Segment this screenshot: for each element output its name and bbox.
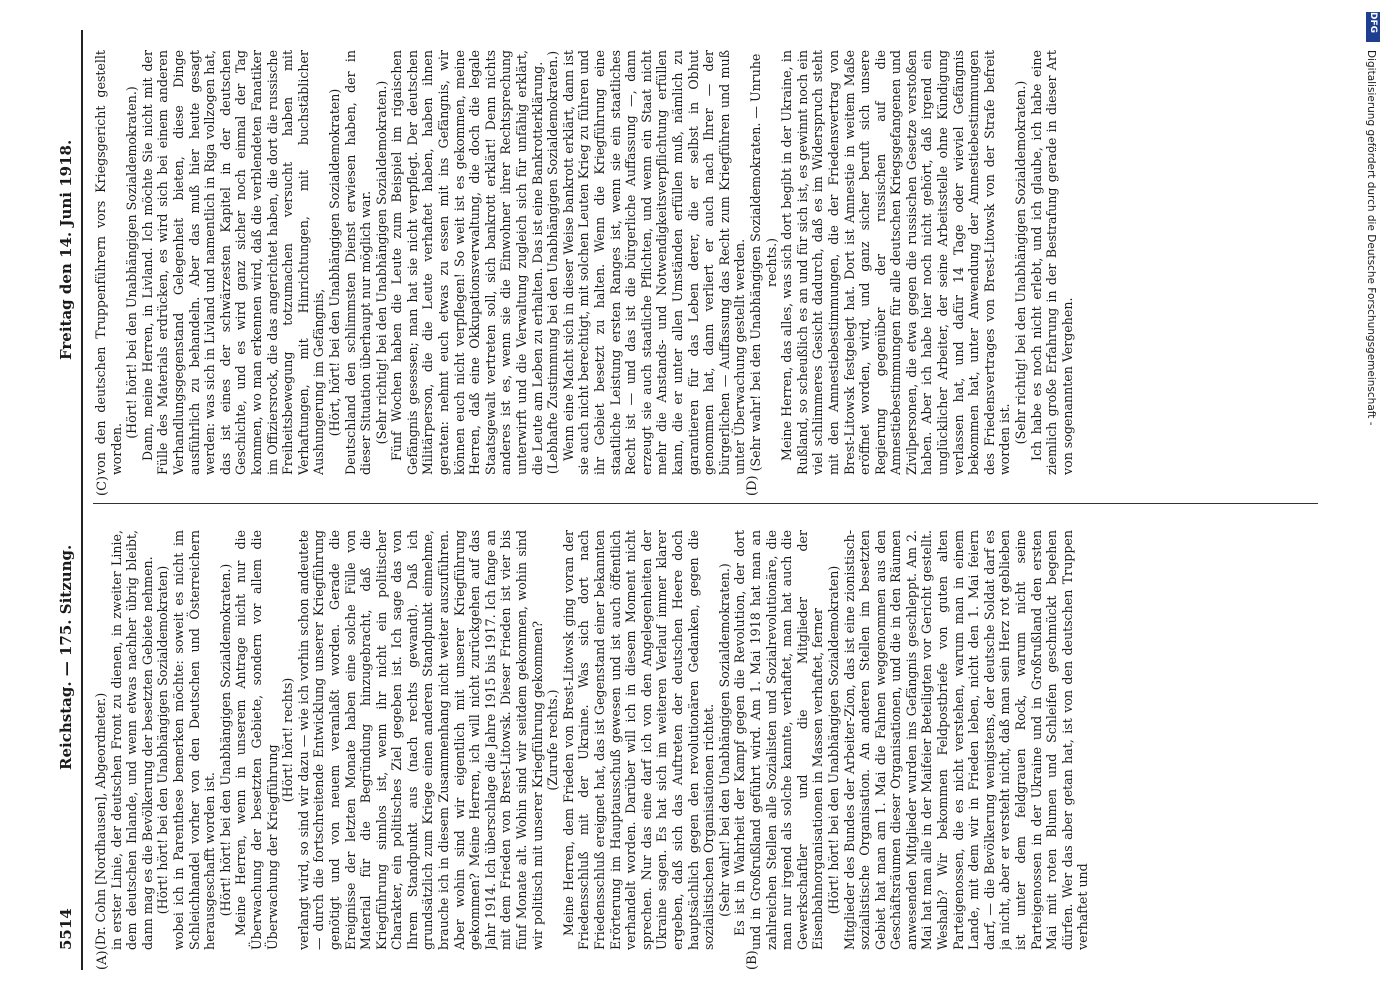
paragraph: Mitglieder des Bundes der Arbeiter-Zion, das ist eine zionistisch-sozialistische Organisation. An anderen Stellen im besetzten Gebiet hat man am 1. Mai die Fahnen weggenommen aus den Geschäftsräumen dieser Organisationen, und die in den Räumen anwesenden Mitglieder wurden ins Gefängnis geschleppt. Am 2. Mai hat man alle in der Maifeier Beteiligten vor Gericht gestellt. Weshalb? Wir bekommen Feldpostbriefe von guten alten Parteigenossen, die es nicht verstehen, warum man in einem Lande, mit dem wir in Frieden leben, nicht den 1. Mai feiern darf, — die Bevölkerung wenigstens, der deutsche Soldat darf es ja nicht, aber er versteht nicht, daß man sein Herz rot geblieben ist unter dem feldgrauen Rock, warum nicht seine Parteigenossen in der Ukraine und in Großrußland den ersten Mai mit roten Blumen und Schleifen geschmückt begehen dürfen. Wer das aber getan hat, ist von den deutschen Truppen verhaftet und <box>841 530 1091 950</box>
paragraph: Ich habe es noch nicht erlebt, und ich glaube, ich habe eine ziemlich große Erfahrung in der Bestrafung gerade in dieser Art von sogenannten Vergehen. <box>1028 50 1075 475</box>
interjection: (Sehr richtig! bei den Unabhängigen Sozialdemokraten.) <box>1013 80 1029 445</box>
column-divider <box>93 503 1318 504</box>
paragraph: Meine Herren, dem Frieden von Brest-Litowsk ging voran der Friedensschluß mit der Ukraine. Was sich dort nach Friedensschluß ereignet hat, das ist Gegenstand einer bekannten Erörterung im Hauptausschuß gewesen und ist auch öffentlich verhandelt worden. Darüber will ich in diesem Moment nicht sprechen. Nur das eine darf ich von den Angelegenheiten der Ukraine sagen. Es hat sich im weiteren Verlauf immer klarer ergeben, daß sich das Auftreten der deutschen Heere doch hauptsächlich gegen den revolutionären Gedanken, gegen die sozialistischen Organisationen richtet. <box>560 530 717 950</box>
margin-mark-d: (D) <box>745 475 760 496</box>
header-title-left: Reichstag. — 175. Sitzung. <box>57 544 75 770</box>
paragraph: Es ist in Wahrheit der Kampf gegen die Revolution, der dort und in Großrußland geführt wird. Am 1. Mai 1918 hat man an zahlreichen Stellen alle Sozialisten und Sozialrevolutionäre, die man nur irgend als solche kannte, verhaftet, man hat auch die Gewerkschaftler und die Mitglieder der Eisenbahnorganisationen in Massen verhaftet, ferner <box>732 530 826 950</box>
page-number: 5514 <box>57 908 75 950</box>
interjection: (Sehr richtig! bei den Unabhängigen Sozialdemokraten.) <box>373 80 389 445</box>
paragraph: verlangt wird, so sind wir dazu — wie ich vorhin schon andeutete — durch die fortschreitende Entwicklung unserer Kriegführung genötigt und von neuem veranlaßt worden. Gerade die Ereignisse der letzten Monate haben eine solche Fülle von Material für die Begründung hinzugebracht, daß die Kriegführung sinnlos ist, wenn ihr nicht ein politischer Charakter, ein politisches Ziel gegeben ist. Ich sage das von Ihrem Standpunkt aus (nach rechts gewandt). Daß ich grundsätzlich zum Kriege einen anderen Standpunkt einnehme, brauche ich in diesem Zusammenhang nicht weiter auszuführen. Aber wohin sind wir eigentlich mit unserer Kriegführung gekommen? Meine Herren, ich will nicht zurückgehen auf das Jahr 1914. Ich überschlage die Jahre 1915 bis 1917. Ich fange an mit dem Frieden von Brest-Litowsk. Dieser Frieden ist vier bis fünf Monate alt. Wohin sind wir seitdem gekommen, wohin sind wir politisch mit unserer Kriegführung gekommen? <box>295 530 545 950</box>
header-title-right: Freitag den 14. Juni 1918. <box>57 139 75 360</box>
interjection: (Hört! hört! bei den Unabhängigen Sozialdemokraten) <box>825 565 841 915</box>
interjection: (Hört! hört! bei den Unabhängigen Sozialdemokraten.) <box>124 86 140 439</box>
right-text-column <box>93 50 1323 475</box>
credit-text: Digitalisierung gefördert durch die Deutsche Forschungsgemeinschaft - <box>1365 50 1377 426</box>
left-text-column <box>93 530 1323 950</box>
margin-mark-a: (A) <box>95 950 110 970</box>
speaker-line: (Dr. Cohn [Nordhausen], Abgeordneter.) <box>93 692 108 950</box>
paragraph: wobei ich in Parenthese bemerken möchte: soweit es nicht im Schleichhandel vorher von den Deutschen und Österreichern herausgeschafft worden ist. <box>170 530 218 950</box>
interjection: (Lebhafte Zustimmung bei den Unabhängigen Sozialdemokraten.) <box>545 50 561 475</box>
margin-mark-c: (C) <box>95 475 110 496</box>
paragraph: Meine Herren, das alles, was sich dort begibt in der Ukraine, in Rußland, so scheußlich es an und für sich ist, es gewinnt noch ein viel schlimmeres Gesicht dadurch, daß es im Widerspruch steht mit den Amnestiebestimmungen, die der Friedensvertrag von Brest-Litowsk festgelegt hat. Dort ist Amnestie in weitem Maße eröffnet worden, wird, und ganz sicher beruft sich unsere Regierung gegenüber der russischen auf die Amnestiebestimmungen für alle deutschen Kriegsgefangenen und Zivilpersonen, die etwa gegen die russischen Gesetze verstoßen haben. Aber ich habe hier noch nicht gehört, daß irgend ein unglücklicher Arbeiter, der seine Arbeitsstelle ohne Kündigung verlassen hat, und dafür 14 Tage oder wieviel Gefängnis bekommen hat, unter Anwendung der Amnestiebestimmungen des Friedensvertrages von Brest-Litowsk von der Strafe befreit worden ist. <box>779 50 1013 475</box>
interjection: (Sehr wahr! bei den Unabhängigen Sozialdemokraten.) <box>716 563 732 917</box>
paragraph: von den deutschen Truppenführern vors Kriegsgericht gestellt worden. <box>93 50 124 475</box>
paragraph: Fünf Wochen haben die Leute zum Beispiel im rigaischen Gefängnis gesessen; man hat sie nicht verpflegt. Der deutschen Militärperson, die die Leute verhaftet haben, haben ihnen geraten: nehmt euch etwas zu essen mit ins Gefängnis, wir können euch nicht verpflegen! So weit ist es gekommen, meine Herren, daß eine Okkupationsverwaltung, die doch die legale Staatsgewalt vertreten soll, sich bankrott erklärt! Denn nichts anderes ist es, wenn sie die Einwohner ihrer Rechtsprechung unterwirft und die Verwaltung zugleich sich für unfähig erklärt, die Leute am Leben zu erhalten. Das ist eine Bankrotterklärung. <box>389 50 545 475</box>
interjection: (Hört! hört! bei den Unabhängigen Sozialdemokraten.) <box>217 563 233 917</box>
interjection: (Hört! hört! bei den Unabhängigen Sozialdemokraten) <box>155 565 171 915</box>
interjection: (Hört! hört! rechts) <box>280 677 296 803</box>
interjection: (Zurufe rechts.) <box>545 689 561 791</box>
paragraph: Deutschland den schlimmsten Dienst erwiesen haben, der in dieser Situation überhaupt nur möglich war. <box>342 50 374 475</box>
dfg-logo: DFG <box>1366 12 1380 42</box>
paragraph: Meine Herren, wenn in unserem Antrage nicht nur die Überwachung der besetzten Gebiete, sondern vor allem die Überwachung der Kriegführung <box>233 530 280 950</box>
rotated-document-page <box>55 30 1335 970</box>
digitization-credit <box>1364 10 1380 730</box>
paragraph: in erster Linie, der deutschen Front zu dienen, in zweiter Linie, dem deutschen Inlande, und wenn etwas nachher übrig bleibt, dann mag es die Bevölkerung der besetzten Gebiete nehmen. <box>108 530 155 950</box>
margin-mark-b: (B) <box>745 950 760 970</box>
page-header <box>55 30 83 970</box>
interjection: (Hört, hört! bei den Unabhängigen Sozialdemokraten) <box>326 88 342 437</box>
paragraph: Wenn eine Macht sich in dieser Weise bankrott erklärt, dann ist sie auch nicht berechtigt, mit solchen Leuten Krieg zu führen und ihr Gebiet besetzt zu halten. Wenn die Kriegführung eine staatliche Leistung ersten Ranges ist, wenn sie ein staatliches Recht ist — und das ist die bürgerliche Auffassung —, dann erzeugt sie auch staatliche Pflichten, und wenn ein Staat nicht mehr die Anstands- und Notwendigkeitsverpflichtung erfüllen kann, die er unter allen Umständen erfüllen muß, nämlich zu garantieren für das Leben derer, die er selbst in Obhut genommen hat, dann verliert er auch nach Ihrer — der bürgerlichen — Auffassung das Recht zum Kriegführen und muß unter Überwachung gestellt werden. <box>560 50 748 475</box>
interjection: (Sehr wahr! bei den Unabhängigen Sozialdemokraten. — Unruhe rechts.) <box>747 53 779 472</box>
paragraph: Dann, meine Herren, in Livland. Ich möchte Sie nicht mit der Fülle des Materials erdrücken, es wird sich bei einem anderen Verhandlungsgegenstand Gelegenheit bieten, diese Dinge ausführlich zu behandeln. Aber das muß hier heute gesagt werden: was sich in Livland und namentlich in Riga vollzogen hat, das ist eines der schwärzesten Kapitel in der deutschen Geschichte, und es wird ganz sicher noch einmal der Tag kommen, wo man erkennen wird, daß die verblendeten Fanatiker im Offiziersrock, die das angerichtet haben, die dort die russische Freiheitsbewegung totzumachen versucht haben mit Verhaftungen, mit Hinrichtungen, mit buchstäblicher Aushungerung im Gefängnis, <box>139 50 327 475</box>
